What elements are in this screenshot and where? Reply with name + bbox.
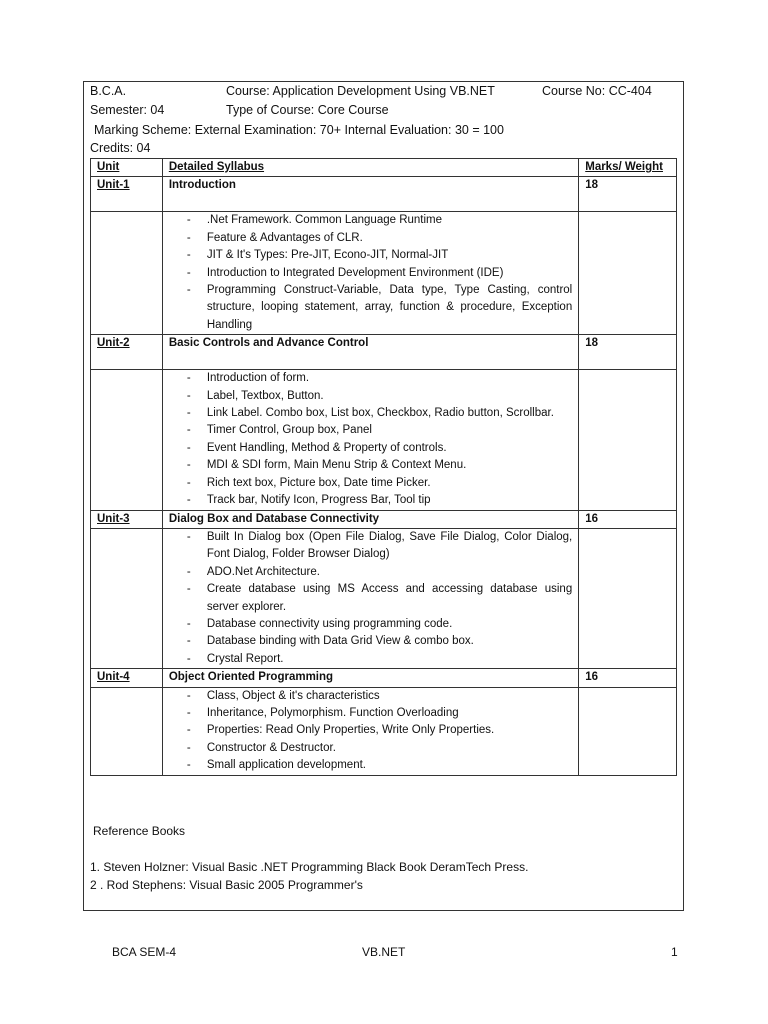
topic-item: - Small application development.	[207, 757, 572, 774]
unit-title: Object Oriented Programming	[168, 671, 334, 684]
topic-item: - Crystal Report.	[207, 651, 572, 668]
references-heading: Reference Books	[93, 824, 186, 838]
topic-item: - Rich text box, Picture box, Date time Picker.	[207, 475, 572, 492]
topic-list	[169, 370, 572, 509]
unit-title: Introduction	[168, 179, 236, 192]
topic-item: - Class, Object & it's characteristics	[207, 688, 572, 705]
unit-title-row	[91, 669, 677, 687]
unit-topics-row	[91, 212, 677, 335]
reference-item: 1. Steven Holzner: Visual Basic .NET Programming Black Book DeramTech Press.	[90, 860, 529, 874]
table-header-row	[91, 159, 677, 177]
topic-item: - Label, Textbox, Button.	[207, 388, 572, 405]
topic-item: - Timer Control, Group box, Panel	[207, 422, 572, 439]
topic-item: - Database connectivity using programming code.	[207, 616, 572, 633]
unit-title: Basic Controls and Advance Control	[168, 337, 369, 350]
topic-item: - Database binding with Data Grid View & combo box.	[207, 633, 572, 650]
marking-scheme: Marking Scheme: External Examination: 70+ Internal Evaluation: 30 = 100	[94, 123, 504, 137]
topic-item: - ADO.Net Architecture.	[207, 564, 572, 581]
topic-item: - Introduction of form.	[207, 370, 572, 387]
topic-item: - Feature & Advantages of CLR.	[207, 230, 572, 247]
topic-item: - Built In Dialog box (Open File Dialog, Save File Dialog, Color Dialog, Font Dialog, Folder Browser Dialog)	[207, 529, 572, 564]
topic-item: - Link Label. Combo box, List box, Checkbox, Radio button, Scrollbar.	[207, 405, 572, 422]
unit-title-row	[91, 510, 677, 528]
unit-label: Unit-4	[97, 671, 130, 684]
unit-topics-row	[91, 528, 677, 668]
topic-item: - Create database using MS Access and accessing database using server explorer.	[207, 581, 572, 616]
unit-topics-row	[91, 370, 677, 510]
footer-left: BCA SEM-4	[112, 945, 177, 959]
topic-item: - .Net Framework. Common Language Runtime	[207, 212, 572, 229]
topic-list	[169, 529, 572, 668]
topic-item: - Programming Construct-Variable, Data type, Type Casting, control structure, looping statement, array, function & procedure, Exception Handling	[207, 282, 572, 334]
topic-list	[169, 212, 572, 334]
unit-topics-row	[91, 687, 677, 775]
topic-item: - JIT & It's Types: Pre-JIT, Econo-JIT, Normal-JIT	[207, 247, 572, 264]
unit-marks: 18	[585, 337, 599, 350]
unit-title-row	[91, 177, 677, 212]
course-title: Course: Application Development Using VB.NET	[226, 84, 495, 98]
topic-item: - Constructor & Destructor.	[207, 740, 572, 757]
credits-label: Credits: 04	[90, 141, 151, 155]
unit-marks: 16	[585, 512, 599, 525]
unit-marks: 16	[585, 671, 599, 684]
footer-center: VB.NET	[362, 945, 406, 959]
topic-list	[169, 688, 572, 775]
unit-label: Unit-1	[97, 179, 130, 192]
course-number: Course No: CC-404	[542, 84, 652, 98]
program-label: B.C.A.	[90, 84, 127, 98]
unit-label: Unit-2	[97, 337, 130, 350]
unit-title-row	[91, 335, 677, 370]
column-header-unit: Unit	[97, 161, 120, 173]
unit-marks: 18	[585, 179, 599, 192]
column-header-marks: Marks/ Weight	[585, 161, 663, 173]
column-header-syllabus: Detailed Syllabus	[168, 161, 265, 173]
unit-title: Dialog Box and Database Connectivity	[168, 512, 380, 525]
topic-item: - Track bar, Notify Icon, Progress Bar, Tool tip	[207, 492, 572, 509]
unit-label: Unit-3	[97, 512, 130, 525]
topic-item: - Event Handling, Method & Property of controls.	[207, 440, 572, 457]
topic-item: - Properties: Read Only Properties, Write Only Properties.	[207, 722, 572, 739]
reference-item: 2 . Rod Stephens: Visual Basic 2005 Programmer's	[90, 878, 363, 892]
topic-item: - MDI & SDI form, Main Menu Strip & Context Menu.	[207, 457, 572, 474]
syllabus-table	[90, 158, 677, 776]
page-number: 1	[671, 945, 678, 959]
topic-item: - Inheritance, Polymorphism. Function Overloading	[207, 705, 572, 722]
semester-label: Semester: 04	[90, 103, 165, 117]
course-type: Type of Course: Core Course	[226, 103, 389, 117]
topic-item: - Introduction to Integrated Development Environment (IDE)	[207, 265, 572, 282]
